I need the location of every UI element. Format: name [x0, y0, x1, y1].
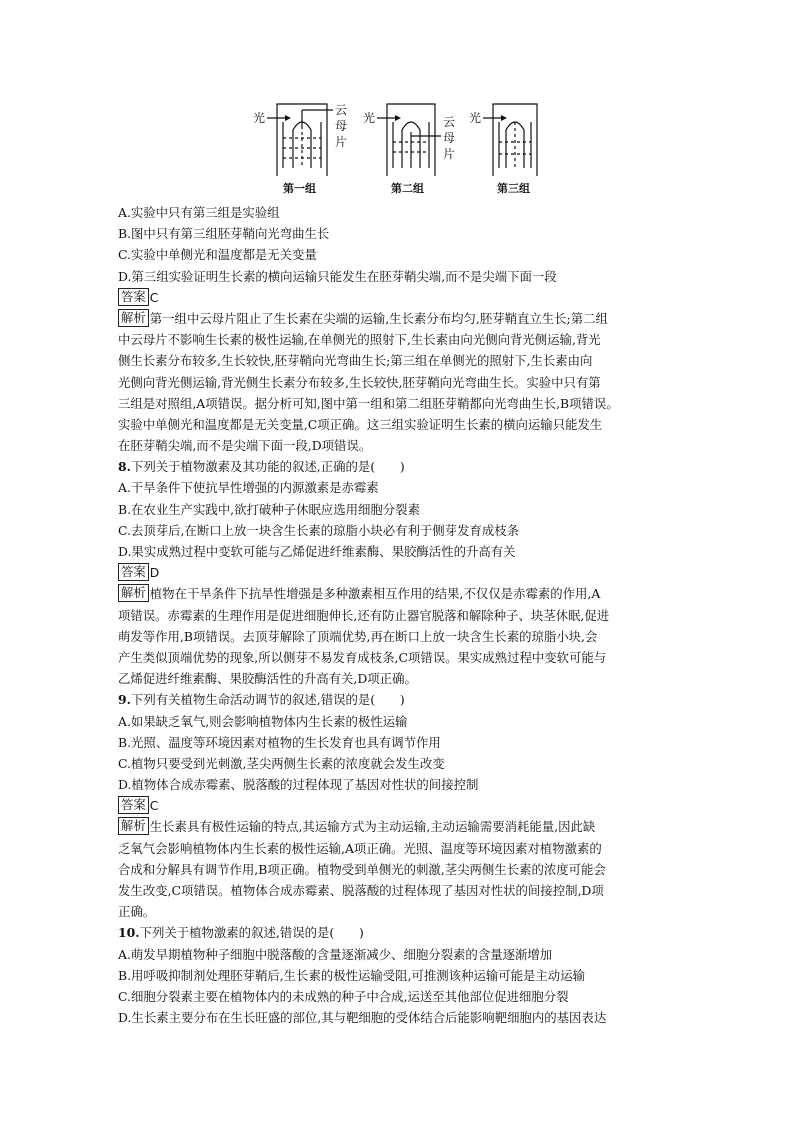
analysis-text: 在胚芽鞘尖端,而不是尖端下面一段,D项错误。: [118, 438, 372, 454]
arrow-icon: [501, 115, 507, 121]
analysis-text: 发生改变,C项错误。植物体合成赤霉素、脱落酸的过程体现了基因对性状的间接控制,D项: [118, 883, 604, 898]
question-stem: [118, 456, 688, 477]
group1-box: [277, 104, 333, 176]
arrow-icon: [395, 115, 401, 121]
question-number: 10.: [118, 925, 140, 941]
answer-tag: 答案: [118, 796, 149, 814]
option: B.图中只有第三组胚芽鞘向光弯曲生长: [118, 226, 330, 242]
analysis-text: 侧生长素分布较多,生长较快,胚芽鞘向光弯曲生长;第三组在单侧光的照射下,生长素由向: [118, 353, 593, 369]
answer-value: D: [149, 565, 160, 581]
question-text: 下列关于植物激素的叙述,错误的是( ): [139, 925, 364, 941]
question-stem: [118, 922, 688, 943]
answer-value: C: [149, 798, 159, 814]
analysis-line: [118, 583, 688, 604]
analysis-line: [118, 816, 688, 837]
analysis-text: 中云母片不影响生长素的极性运输,在单侧光的照射下,生长素由向光侧向背光侧运输,背光: [118, 332, 601, 348]
analysis-text: 正确。: [118, 904, 156, 920]
analysis-text: 第一组中云母片阻止了生长素在尖端的运输,生长素分布均匀,胚芽鞘直立生长;第二组: [149, 310, 608, 326]
question-stem: [118, 689, 688, 710]
question-text: 下列有关植物生命活动调节的叙述,错误的是( ): [130, 692, 405, 708]
question-text: 下列关于植物激素及其功能的叙述,正确的是( ): [130, 459, 405, 475]
analysis-tag: 解析: [118, 817, 149, 835]
analysis-tag: 解析: [118, 309, 149, 327]
mica-label-char: 母: [335, 119, 348, 133]
analysis-text: 项错误。赤霉素的生理作用是促进细胞伸长,还有防止器官脱落和解除种子、块茎休眠,促进: [118, 607, 610, 623]
analysis-text: 植物在干旱条件下抗旱性增强是多种激素相互作用的结果,不仅仅是赤霉素的作用,A: [149, 586, 601, 602]
analysis-text: 乏氧气会影响植物体内生长素的极性运输,A项正确。光照、温度等环境因素对植物激素的: [118, 840, 602, 856]
option: C.植物只要受到光刺激,茎尖两侧生长素的浓度就会发生改变: [118, 755, 445, 771]
option: D.生长素主要分布在生长旺盛的部位,其与靶细胞的受体结合后能影响靶细胞内的基因表达: [118, 1010, 607, 1026]
group-label: 第二组: [391, 182, 424, 195]
light-label: 光: [363, 111, 376, 125]
option: C.细胞分裂素主要在植物体内的未成熟的种子中合成,运送至其他部位促进细胞分裂: [118, 988, 569, 1004]
answer-line: [118, 562, 688, 583]
answer-line: [118, 795, 688, 816]
answer-line: [118, 287, 688, 308]
analysis-text: 实验中单侧光和温度都是无关变量,C项正确。这三组实验证明生长素的横向运输只能发生: [118, 416, 603, 432]
group-label: 第一组: [283, 182, 316, 195]
analysis-text: 萌发等作用,B项错误。去顶芽解除了顶端优势,再在断口上放一块含生长素的琼脂小块,会: [118, 628, 598, 644]
analysis-text: 产生类似顶端优势的现象,所以侧芽不易发育成枝条,C项错误。果实成熟过程中变软可能与: [118, 649, 607, 665]
light-label: 光: [469, 111, 482, 125]
answer-value: C: [149, 289, 159, 305]
analysis-text: 生长素具有极性运输的特点,其运输方式为主动运输,主动运输需要消耗能量,因此缺: [149, 819, 596, 835]
question-number: 9.: [118, 692, 131, 708]
mica-label-char: 片: [335, 135, 348, 149]
option: D.第三组实验证明生长素的横向运输只能发生在胚芽鞘尖端,而不是尖端下面一段: [118, 268, 557, 284]
experiment-figure: [245, 96, 555, 196]
option: C.实验中单侧光和温度都是无关变量: [118, 247, 317, 263]
option: B.用呼吸抑制剂处理胚芽鞘后,生长素的极性运输受阻,可推测该种运输可能是主动运输: [118, 967, 585, 983]
option: A.干旱条件下使抗旱性增强的内源激素是赤霉素: [118, 480, 379, 496]
mica-label-char: 云: [443, 115, 456, 129]
analysis-line: [118, 308, 688, 329]
mica-label-char: 片: [443, 147, 456, 161]
answer-tag: 答案: [118, 563, 149, 581]
answer-tag: 答案: [118, 288, 149, 306]
mica-label-char: 母: [443, 131, 456, 145]
question-number: 8.: [118, 459, 131, 475]
analysis-tag: 解析: [118, 584, 149, 602]
option: A.萌发早期植物种子细胞中脱落酸的含量逐渐减少、细胞分裂素的含量逐渐增加: [118, 946, 553, 962]
analysis-text: 合成和分解具有调节作用,B项正确。植物受到单侧光的刺激,茎尖两侧生长素的浓度可能会: [118, 861, 606, 877]
document-body: [118, 202, 688, 1028]
group3-box: [493, 104, 537, 176]
analysis-text: 光侧向背光侧运输,背光侧生长素分布较多,生长较快,胚芽鞘向光弯曲生长。实验中只有第: [118, 374, 601, 390]
group-label: 第三组: [497, 182, 530, 195]
option: D.植物体合成赤霉素、脱落酸的过程体现了基因对性状的间接控制: [118, 777, 479, 793]
option: B.光照、温度等环境因素对植物的生长发育也具有调节作用: [118, 734, 441, 750]
option: A.如果缺乏氧气,则会影响植物体内生长素的极性运输: [118, 713, 408, 729]
option: A.实验中只有第三组是实验组: [118, 205, 280, 220]
analysis-text: 三组是对照组,A项错误。据分析可知,图中第一组和第二组胚芽鞘都向光弯曲生长,B项错误。: [118, 395, 619, 411]
mica-label-char: 云: [335, 103, 348, 117]
option: C.去顶芽后,在断口上放一块含生长素的琼脂小块必有利于侧芽发育成枝条: [118, 522, 520, 538]
group2-box: [387, 104, 441, 176]
option: B.在农业生产实践中,欲打破种子休眠应选用细胞分裂素: [118, 501, 420, 517]
arrow-icon: [285, 115, 291, 121]
option: D.果实成熟过程中变软可能与乙烯促进纤维素酶、果胶酶活性的升高有关: [118, 544, 516, 559]
light-label: 光: [253, 111, 266, 125]
analysis-text: 乙烯促进纤维素酶、果胶酶活性的升高有关,D项正确。: [118, 671, 417, 687]
